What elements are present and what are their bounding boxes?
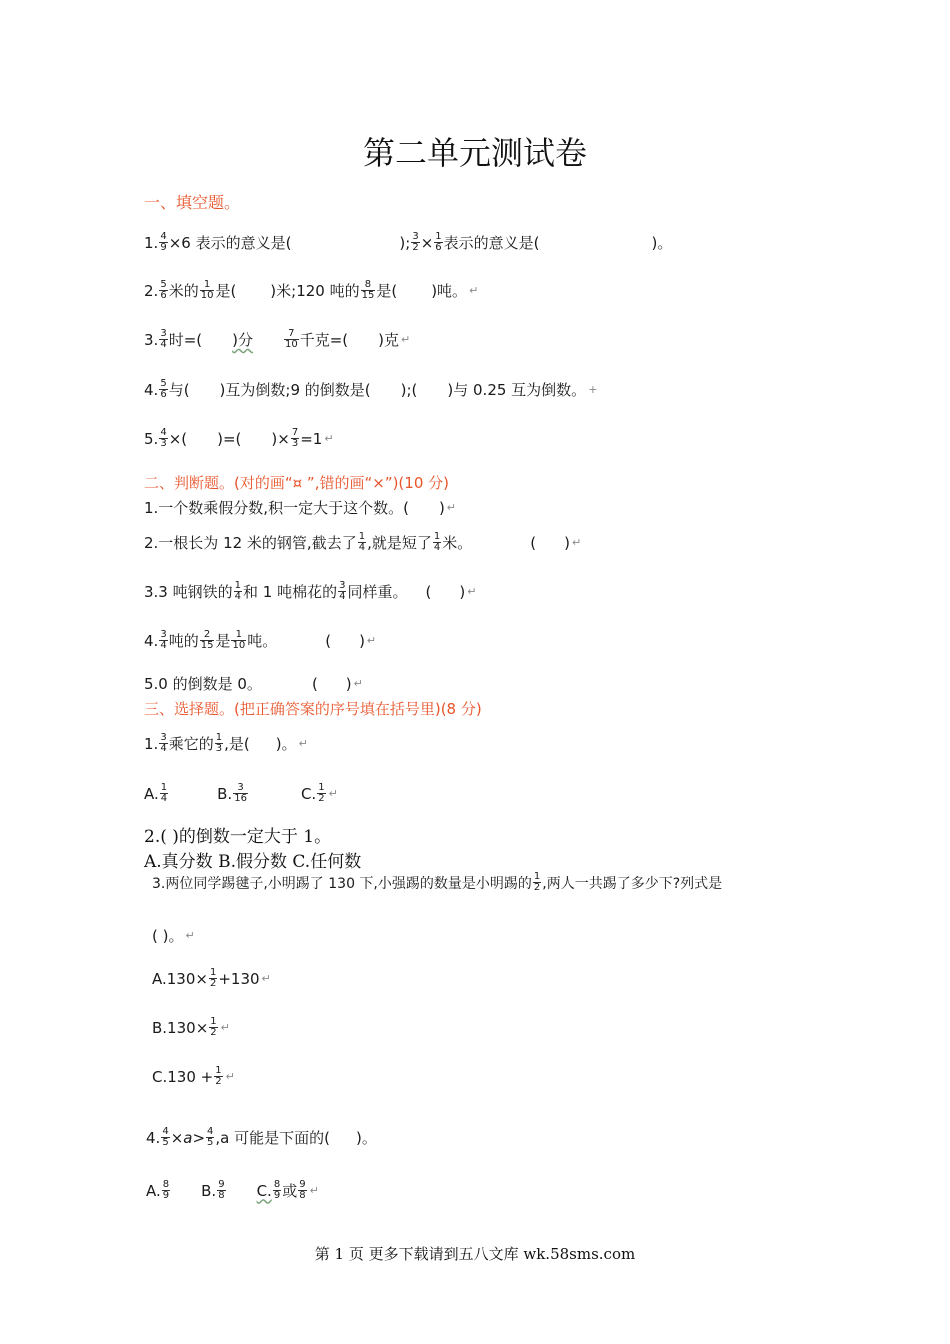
- section-judge-heading: 二、判断题。(对的画“¤ ”,错的画“×”)(10 分): [144, 474, 449, 492]
- fraction: $\frac{2}{15}$: [200, 629, 214, 651]
- q-text: )×: [271, 429, 290, 448]
- q-text: 乘它的: [168, 735, 214, 753]
- fraction: $\frac{1}{2}$: [215, 1065, 222, 1087]
- q-text: 3.3 吨钢铁的: [144, 583, 233, 601]
- option-text: B.130×: [152, 1018, 209, 1037]
- q-text: 吨。: [247, 632, 278, 650]
- q-text: )克: [378, 331, 399, 349]
- q-text: ): [564, 533, 570, 552]
- choice-question-3-option-b: B.130× $\frac{1}{2}$ ↵: [152, 1016, 230, 1038]
- fraction: $\frac{8}{15}$: [361, 279, 375, 301]
- fraction: $\frac{4}{3}$: [160, 427, 167, 449]
- option-text: +130: [218, 969, 260, 988]
- q-text: 千克=(: [299, 331, 349, 349]
- q-text: (: [530, 533, 537, 552]
- q-text: );(: [400, 380, 418, 399]
- fraction: $\frac{8}{9}$: [273, 1179, 281, 1201]
- q-text: 2.: [144, 281, 159, 300]
- judge-question-4: 4. $\frac{3}{4}$ 吨的 $\frac{2}{15}$ 是 $\frac{1}{10}$ 吨。 ( ) ↵: [144, 629, 377, 651]
- q-text: ): [459, 582, 466, 601]
- fraction: $\frac{1}{6}$: [435, 231, 442, 253]
- q-text: (: [311, 674, 318, 693]
- q-text: )。: [275, 735, 297, 753]
- option-label: B.: [217, 784, 233, 803]
- q-text: 表示的意义是(: [443, 234, 540, 252]
- q-text: )分: [232, 331, 253, 349]
- choice-question-4: [146, 1127, 377, 1148]
- fraction: $\frac{1}{4}$: [433, 531, 441, 553]
- fraction: $\frac{3}{16}$: [234, 782, 247, 804]
- option-label: A.: [144, 784, 159, 803]
- fraction: $\frac{1}{4}$: [160, 782, 168, 804]
- q-text: )。: [651, 234, 673, 252]
- q-text: ,就是短了: [367, 534, 432, 552]
- q-text: ,两人一共踢了多少下?列式是: [542, 875, 723, 892]
- q-text: 1.一个数乘假分数,积一定大于这个数。(: [144, 499, 409, 517]
- q-text: 和 1 吨棉花的: [243, 583, 338, 601]
- fraction: $\frac{3}{2}$: [412, 231, 419, 253]
- q-text: 4.: [146, 1128, 161, 1147]
- fill-question-3: 3. $\frac{3}{4}$ 时=( )分 $\frac{7}{10}$ 千克=( )克 ↵: [144, 328, 411, 350]
- option-label: C.: [300, 784, 317, 803]
- q-text: ×(: [168, 429, 188, 448]
- fraction: $\frac{1}{2}$: [209, 967, 217, 989]
- option-label: C.: [256, 1181, 272, 1200]
- q-text: 4.: [144, 380, 159, 399]
- q-text: 时=(: [168, 331, 203, 349]
- judge-question-1: 1.一个数乘假分数,积一定大于这个数。( ) ↵: [144, 498, 457, 517]
- fill-question-2: 2. $\frac{5}{6}$ 米的 $\frac{1}{10}$ 是( )米;120 吨的 $\frac{8}{15}$ 是( )吨。 ↵: [144, 279, 479, 301]
- q-text: 3.两位同学踢毽子,小明踢了 130 下,小强踢的数量是小明踢的: [152, 875, 532, 892]
- q-text: 同样重。: [347, 583, 408, 601]
- q-text: 3.: [144, 330, 159, 349]
- option-text: A.130×: [152, 969, 208, 988]
- q-text: )互为倒数;9 的倒数是(: [219, 381, 371, 399]
- fraction: $\frac{9}{8}$: [218, 1179, 225, 1201]
- judge-question-5: 5.0 的倒数是 0。 ( ) ↵: [144, 674, 363, 693]
- q-text: )吨。: [431, 282, 468, 300]
- q-text: )=(: [217, 429, 242, 448]
- option-label: B.: [201, 1181, 217, 1200]
- q-text: =1: [300, 429, 323, 448]
- fraction: $\frac{8}{9}$: [162, 1179, 170, 1201]
- q-text: 米的: [168, 282, 199, 300]
- choice-question-3: [152, 872, 722, 893]
- fraction: $\frac{4}{9}$: [160, 231, 167, 253]
- q-text: (: [425, 582, 432, 601]
- q-text: 1.: [144, 233, 159, 252]
- fraction: $\frac{7}{10}$: [284, 328, 298, 350]
- q-text: ×: [420, 233, 434, 252]
- judge-question-2: 2.一根长为 12 米的钢管,截去了 $\frac{1}{4}$ ,就是短了 $\frac{1}{4}$ 米。 ( ) ↵: [144, 531, 582, 553]
- option-text: 或: [282, 1182, 298, 1200]
- q-text: ,是(: [224, 735, 250, 753]
- q-text: 与(: [168, 381, 190, 399]
- choice-question-3-option-a: A.130× $\frac{1}{2}$ +130 ↵: [152, 967, 271, 989]
- q-text: 是(: [215, 282, 237, 300]
- q-text: ×a>: [170, 1128, 206, 1147]
- choice-question-3-option-c: C.130 + $\frac{1}{2}$ ↵: [152, 1065, 235, 1087]
- q-text: )与 0.25 互为倒数。: [447, 381, 587, 399]
- fraction: $\frac{5}{6}$: [160, 378, 167, 400]
- q-text: ): [438, 498, 445, 517]
- q-text: 1.: [144, 734, 159, 753]
- q-text: ×6 表示的意义是(: [168, 234, 292, 252]
- section-choice-heading: 三、选择题。(把正确答案的序号填在括号里)(8 分): [144, 700, 482, 718]
- fraction: $\frac{1}{2}$: [210, 1016, 217, 1038]
- fraction: $\frac{1}{2}$: [533, 871, 541, 893]
- q-text: 米。: [442, 534, 473, 552]
- fill-question-5: 5. $\frac{4}{3}$ ×( )=( )× $\frac{7}{3}$ =1 ↵: [144, 427, 334, 449]
- choice-question-1: 1. $\frac{3}{4}$ 乘它的 $\frac{1}{3}$ ,是( )。 ↵: [144, 732, 308, 754]
- q-text: )米;120 吨的: [270, 282, 360, 300]
- section-fill-heading: 一、填空题。: [144, 193, 241, 212]
- q-text: )。: [356, 1129, 377, 1147]
- q-text: 5.0 的倒数是 0。: [144, 675, 262, 693]
- q-text: 4.: [144, 631, 159, 650]
- fraction: $\frac{1}{2}$: [318, 782, 325, 804]
- fraction: $\frac{3}{4}$: [160, 629, 167, 651]
- page-title: 第二单元测试卷: [362, 134, 587, 172]
- fraction: $\frac{1}{3}$: [215, 732, 223, 754]
- q-text: );: [399, 233, 411, 252]
- choice-question-1-options: A. $\frac{1}{4}$ B. $\frac{3}{16}$ C. $\frac{1}{2}$ ↵: [144, 782, 338, 804]
- fraction: $\frac{5}{6}$: [160, 279, 167, 301]
- fill-question-1: [144, 232, 672, 253]
- fraction: $\frac{3}{4}$: [160, 732, 167, 754]
- option-label: A.: [146, 1181, 161, 1200]
- fraction: $\frac{3}{4}$: [160, 328, 167, 350]
- fraction: $\frac{1}{4}$: [234, 580, 241, 602]
- choice-question-4-options: A. $\frac{8}{9}$ B. $\frac{9}{8}$ C. $\frac{8}{9}$ 或 $\frac{9}{8}$ ↵: [146, 1179, 319, 1201]
- choice-question-2-options: A.真分数 B.假分数 C.任何数: [144, 852, 362, 872]
- fraction: $\frac{4}{5}$: [162, 1126, 169, 1148]
- fill-question-4: 4. $\frac{5}{6}$ 与( )互为倒数;9 的倒数是( );( )与 0.25 互为倒数。 +: [144, 378, 598, 400]
- q-text: 5.: [144, 429, 159, 448]
- fraction: $\frac{7}{3}$: [291, 427, 299, 449]
- choice-question-3-blank: ( )。 ↵: [152, 927, 195, 945]
- q-text: 是(: [376, 282, 398, 300]
- q-text: ( )。: [152, 927, 184, 945]
- q-text: ): [359, 631, 365, 650]
- fraction: $\frac{3}{4}$: [339, 580, 346, 602]
- page-footer: 第 1 页 更多下载请到五八文库 wk.58sms.com: [314, 1245, 636, 1263]
- judge-question-3: 3.3 吨钢铁的 $\frac{1}{4}$ 和 1 吨棉花的 $\frac{3}{4}$ 同样重。 ( ) ↵: [144, 580, 477, 602]
- q-text: 是: [215, 632, 231, 650]
- fraction: $\frac{1}{4}$: [358, 531, 366, 553]
- fraction: $\frac{9}{8}$: [299, 1179, 306, 1201]
- q-text: (: [325, 631, 332, 650]
- q-text: ,a 可能是下面的(: [215, 1129, 330, 1147]
- q-text: 2.一根长为 12 米的钢管,截去了: [144, 534, 357, 552]
- fraction: $\frac{1}{10}$: [200, 279, 214, 301]
- fraction: $\frac{1}{10}$: [232, 629, 246, 651]
- q-text: 吨的: [168, 632, 199, 650]
- option-text: C.130 +: [152, 1067, 214, 1086]
- fraction: $\frac{4}{5}$: [207, 1126, 214, 1148]
- choice-question-2: 2.( )的倒数一定大于 1。: [144, 827, 332, 847]
- q-text: ): [345, 674, 352, 693]
